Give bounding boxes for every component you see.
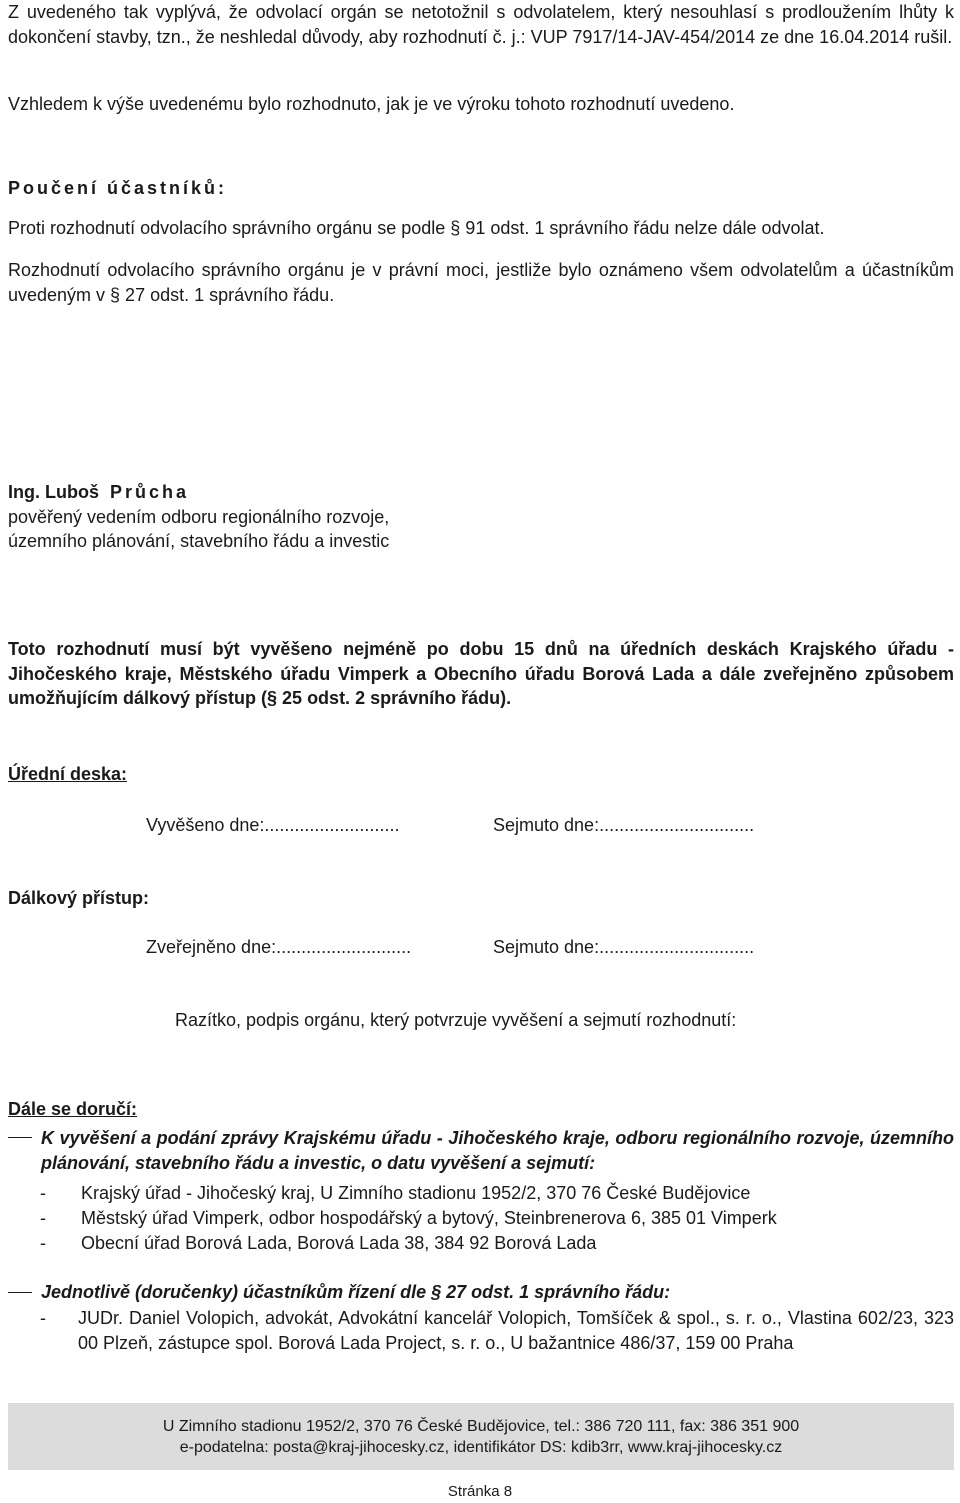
group1-bullet: - xyxy=(40,1208,46,1228)
instruction-heading: Poučení účastníků: xyxy=(8,178,228,198)
remote-access-heading: Dálkový přístup: xyxy=(8,888,150,908)
signature-role-line-2: územního plánování, stavebního řádu a investic xyxy=(8,531,390,551)
page-number: Stránka 8 xyxy=(447,1483,513,1500)
group1-heading: K vyvěšení a podání zprávy Krajskému úřadu - Jihočeského kraje, odboru regionálního rozvoje, územního plánování, stavebního řádu a investic, o datu vyvěšení a sejmutí: xyxy=(41,1128,954,1173)
official-board-heading: Úřední deska: xyxy=(8,764,128,784)
delivery-heading: Dále se doručí: xyxy=(8,1099,138,1119)
footer-line-2: e-podatelna: posta@kraj-jihocesky.cz, identifikátor DS: kdib3rr, www.kraj-jihocesky.cz xyxy=(179,1439,783,1456)
remote-access-published: Zveřejněno dne:........................... xyxy=(146,937,412,957)
group1-bullet: - xyxy=(40,1183,46,1203)
signature-title: Ing. Luboš xyxy=(8,482,99,502)
group1-item: Městský úřad Vimperk, odbor hospodářský a bytový, Steinbrenerova 6, 385 01 Vimperk xyxy=(81,1208,777,1228)
official-board-removed: Sejmuto dne:............................... xyxy=(493,815,755,835)
group2-heading: Jednotlivě (doručenky) účastníkům řízení dle § 27 odst. 1 správního řádu: xyxy=(41,1282,671,1302)
instruction-paragraph-1: Proti rozhodnutí odvolacího správního orgánu se podle § 91 odst. 1 správního řádu nelze dále odvolat. xyxy=(8,218,825,238)
group1-item: Obecní úřad Borová Lada, Borová Lada 38, 384 92 Borová Lada xyxy=(81,1233,597,1253)
group1-item: Krajský úřad - Jihočeský kraj, U Zimního stadionu 1952/2, 370 76 České Budějovice xyxy=(81,1183,751,1203)
group1-bullet: - xyxy=(40,1233,46,1253)
group2-item: JUDr. Daniel Volopich, advokát, Advokátní kancelář Volopich, Tomšíček & spol., s. r. o., Vlastina 602/23, 323 00 Plzeň, zástupce spol. Borová Lada Project, s. r. o., U bažantnice 486/37, 159 00 Praha xyxy=(78,1308,954,1353)
group1-dash xyxy=(8,1137,32,1138)
signature-role-line-1: pověřený vedením odboru regionálního rozvoje, xyxy=(8,506,390,527)
signature-surname: Průcha xyxy=(110,482,190,502)
decision-paragraph: Vzhledem k výše uvedenému bylo rozhodnuto, jak je ve výroku tohoto rozhodnutí uvedeno. xyxy=(8,94,735,114)
top-paragraph: Z uvedeného tak vyplývá, že odvolací orgán se netotožnil s odvolatelem, který nesouhlasí s prodloužením lhůty k dokončení stavby, tzn., že neshledal důvody, aby rozhodnutí č. j.: VUP 7917/14-JAV-454/2014 ze dne 16.04.2014 rušil. xyxy=(8,2,954,47)
official-board-posted: Vyvěšeno dne:........................... xyxy=(146,815,400,835)
stamp-line: Razítko, podpis orgánu, který potvrzuje vyvěšení a sejmutí rozhodnutí: xyxy=(175,1010,737,1030)
group2-dash xyxy=(8,1292,32,1293)
group2-bullet: - xyxy=(40,1308,46,1328)
signature-block xyxy=(8,480,954,554)
posting-notice: Toto rozhodnutí musí být vyvěšeno nejméně po dobu 15 dnů na úředních deskách Krajského úřadu - Jihočeského kraje, Městského úřadu Vimperk a Obecního úřadu Borová Lada a dále zveřejněno způsobem umožňujícím dálkový přístup (§ 25 odst. 2 správního řádu). xyxy=(8,639,954,708)
footer-box xyxy=(8,1403,954,1470)
instruction-paragraph-2: Rozhodnutí odvolacího správního orgánu je v právní moci, jestliže bylo oznámeno všem odvolatelům a účastníkům uvedeným v § 27 odst. 1 správního řádu. xyxy=(8,260,954,305)
remote-access-removed: Sejmuto dne:............................... xyxy=(493,937,755,957)
footer-line-1: U Zimního stadionu 1952/2, 370 76 České Budějovice, tel.: 386 720 111, fax: 386 351 900 xyxy=(162,1418,800,1435)
